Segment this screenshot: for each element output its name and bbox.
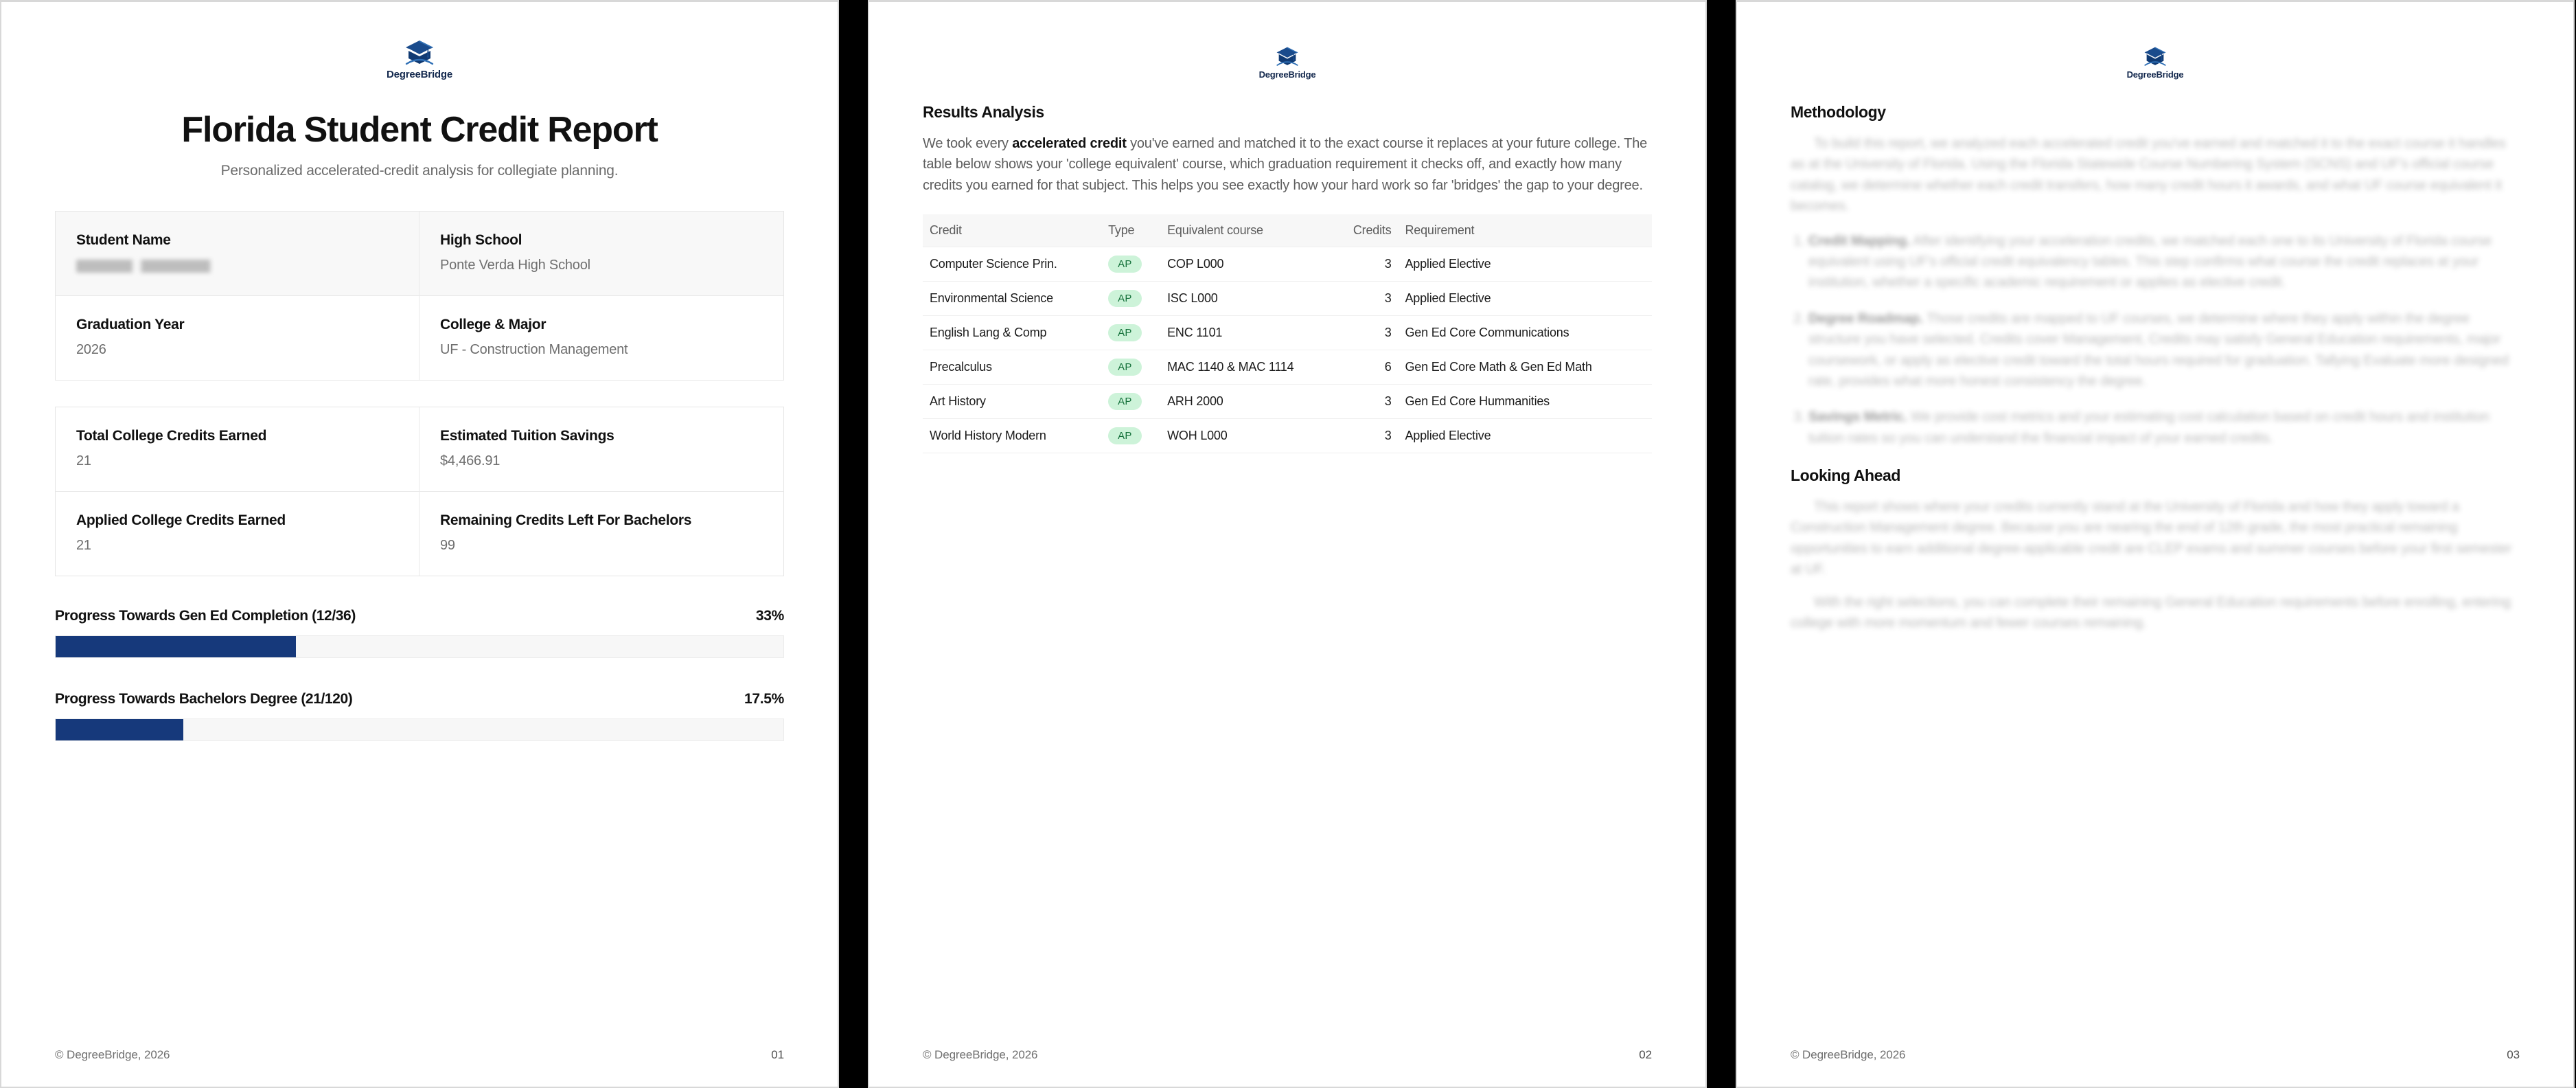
stat-cell-tuition-savings [419, 407, 783, 492]
intro-post: you've earned and matched it to the exact course it replaces at your future college. The table below shows your 'college equivalent' course, which graduation requirement it checks off, and exactly how many credits you earned for that subject. This helps you see exactly how your hard work so far 'bridges' the gap to your degree. [923, 136, 1648, 193]
methodology-list-item [1808, 407, 2520, 449]
intro-bold-term: accelerated credit [1012, 136, 1127, 151]
cell-course: ARH 2000 [1160, 385, 1337, 419]
cell-credit: World History Modern [923, 419, 1101, 453]
methodology-list [1791, 231, 2520, 449]
cell-type [1101, 247, 1160, 282]
report-page-2 [868, 0, 1707, 1088]
type-badge: AP [1108, 427, 1141, 444]
redacted-student-name [76, 260, 220, 273]
progress-label: Progress Towards Gen Ed Completion (12/36) [55, 608, 356, 624]
footer-copyright: © DegreeBridge, 2026 [923, 1048, 1038, 1061]
table-row [923, 350, 1652, 385]
cell-credit: English Lang & Comp [923, 316, 1101, 350]
brand-logo [923, 19, 1652, 80]
info-label: Graduation Year [76, 317, 185, 333]
col-header-credit: Credit [923, 214, 1101, 247]
table-header-row [923, 214, 1652, 247]
brand-name: DegreeBridge [387, 69, 452, 80]
progress-row-bachelors [55, 691, 784, 741]
methodology-item-title: Savings Metric. [1808, 409, 1907, 425]
info-label: High School [440, 232, 522, 249]
progress-track [55, 635, 784, 658]
stat-cell-remaining-credits [419, 492, 783, 576]
cell-type [1101, 316, 1160, 350]
footer-copyright: © DegreeBridge, 2026 [55, 1048, 170, 1061]
stats-block [55, 407, 784, 576]
credits-table [923, 214, 1652, 453]
progress-label: Progress Towards Bachelors Degree (21/120) [55, 691, 353, 707]
cell-course: WOH L000 [1160, 419, 1337, 453]
credits-table-head [923, 214, 1652, 247]
stat-label: Estimated Tuition Savings [440, 428, 614, 444]
graduation-cap-bridge-logo [404, 39, 435, 67]
cell-credits: 3 [1338, 282, 1399, 316]
page-subtitle: Personalized accelerated-credit analysis for collegiate planning. [220, 163, 619, 179]
looking-ahead-paragraph-2: With the right selections, you can complete their remaining General Education requirements before enrolling, entering college with more momentum and fewer courses remaining. [1791, 594, 2511, 631]
stat-value: 99 [440, 538, 455, 554]
cell-requirement: Applied Elective [1399, 247, 1653, 282]
stats-grid [55, 407, 784, 576]
cell-type [1101, 385, 1160, 419]
stat-value: $4,466.91 [440, 453, 501, 469]
looking-ahead-body-redacted [1791, 497, 2520, 633]
intro-pre: We took every [923, 136, 1013, 151]
report-page-3 [1736, 0, 2575, 1088]
stat-label: Applied College Credits Earned [76, 512, 286, 529]
cell-requirement: Gen Ed Core Math & Gen Ed Math [1399, 350, 1653, 385]
cell-credits: 3 [1338, 247, 1399, 282]
student-info-grid [55, 211, 784, 381]
cell-credits: 3 [1338, 385, 1399, 419]
cell-course: ENC 1101 [1160, 316, 1337, 350]
methodology-item-title: Degree Roadmap. [1808, 310, 1924, 326]
methodology-intro: To build this report, we analyzed each accelerated credit you've earned and matched it to the exact course it handles as at the University of Florida. Using the Florida Statewide Course Numbering System (SCNS) and UF's official course catalog, we determine whether each credit transfers, how many credit hours it awards, and what UF course equivalent it becomes. [1791, 136, 2506, 214]
methodology-list-item [1808, 308, 2520, 392]
progress-percent: 33% [755, 608, 784, 624]
progress-row-gen-ed [55, 608, 784, 658]
info-value: UF - Construction Management [440, 342, 628, 358]
cell-credits: 6 [1338, 350, 1399, 385]
methodology-list-item [1808, 231, 2520, 293]
page-gap [1707, 0, 1736, 1088]
cell-credit: Environmental Science [923, 282, 1101, 316]
col-header-type: Type [1101, 214, 1160, 247]
info-cell-high-school [419, 212, 783, 296]
cell-credit: Precalculus [923, 350, 1101, 385]
cell-requirement: Gen Ed Core Communications [1399, 316, 1653, 350]
cell-course: ISC L000 [1160, 282, 1337, 316]
page-footer [923, 1048, 1652, 1062]
progress-block [55, 608, 784, 741]
footer-page-number: 02 [1639, 1048, 1652, 1061]
stat-value: 21 [76, 453, 91, 469]
methodology-item-text: We provide cost metrics and your estimating cost calculation based on credit hours and institution tuition rates so you can understand the financial impact of your earned credits. [1808, 409, 2489, 446]
methodology-item-text: Those credits are mapped to UF courses, we determine where they apply within the degree structure you have selected. Credits cover Management, Credits may satisfy General Education requirements, major coursework, or apply as elective credit toward the total hours required for graduation. Tallying Evaluate more designed rate, provides what more honest consistency the degree. [1808, 310, 2509, 389]
report-page-1 [0, 0, 839, 1088]
type-badge: AP [1108, 290, 1141, 307]
info-cell-graduation-year [56, 296, 419, 380]
brand-logo [55, 19, 784, 80]
looking-ahead-paragraph-1: This report shows where your credits currently stand at the University of Florida and how they apply toward a Construction Management degree. Because you are nearing the end of 12th grade, the most practical remaining opportunities to earn additional degree-applicable credit are CLEP exams and summer courses before your first semester at UF. [1791, 499, 2511, 578]
stat-cell-total-credits [56, 407, 419, 492]
stat-label: Remaining Credits Left For Bachelors [440, 512, 692, 529]
info-value: 2026 [76, 342, 106, 358]
methodology-body-redacted [1791, 133, 2520, 449]
brand-logo [1791, 19, 2520, 80]
page-footer [55, 1048, 784, 1062]
info-cell-college-major [419, 296, 783, 380]
page-gap [839, 0, 868, 1088]
col-header-credits: Credits [1338, 214, 1399, 247]
table-row [923, 282, 1652, 316]
graduation-cap-bridge-logo [1276, 46, 1299, 67]
looking-ahead-heading: Looking Ahead [1791, 466, 1901, 485]
methodology-item-title: Credit Mapping. [1808, 233, 1911, 249]
methodology-item-text: After identifying your acceleration credits, we matched each one to its University of Florida course equivalent using UF's official credit equivalency tables. This step confirms what course the credit replaces at your institution, whether a specific academic requirement or applies as elective credit. [1808, 233, 2492, 291]
footer-page-number: 03 [2507, 1048, 2520, 1061]
credits-table-body [923, 247, 1652, 453]
progress-percent: 17.5% [744, 691, 784, 707]
type-badge: AP [1108, 324, 1141, 341]
page-title: Florida Student Credit Report [181, 110, 658, 150]
results-analysis-paragraph [923, 133, 1652, 196]
footer-page-number: 01 [771, 1048, 784, 1061]
student-info-block [55, 211, 784, 381]
cell-requirement: Applied Elective [1399, 419, 1653, 453]
info-label: Student Name [76, 232, 171, 249]
methodology-heading: Methodology [1791, 103, 1886, 121]
cell-credit: Computer Science Prin. [923, 247, 1101, 282]
cell-credits: 3 [1338, 419, 1399, 453]
progress-fill [56, 719, 183, 740]
cell-course: MAC 1140 & MAC 1114 [1160, 350, 1337, 385]
type-badge: AP [1108, 393, 1141, 410]
cell-requirement: Gen Ed Core Hummanities [1399, 385, 1653, 419]
footer-copyright: © DegreeBridge, 2026 [1791, 1048, 1906, 1061]
table-row [923, 316, 1652, 350]
cell-credits: 3 [1338, 316, 1399, 350]
progress-track [55, 718, 784, 741]
info-label: College & Major [440, 317, 547, 333]
results-analysis-heading: Results Analysis [923, 103, 1044, 121]
type-badge: AP [1108, 256, 1141, 273]
progress-header [55, 608, 784, 624]
table-row [923, 419, 1652, 453]
info-cell-student-name [56, 212, 419, 296]
cell-credit: Art History [923, 385, 1101, 419]
cell-type [1101, 350, 1160, 385]
brand-name: DegreeBridge [1258, 69, 1316, 80]
progress-fill [56, 636, 296, 657]
stat-label: Total College Credits Earned [76, 428, 267, 444]
stat-cell-applied-credits [56, 492, 419, 576]
progress-header [55, 691, 784, 707]
col-header-course: Equivalent course [1160, 214, 1337, 247]
col-header-requirement: Requirement [1399, 214, 1653, 247]
type-badge: AP [1108, 359, 1141, 376]
cell-requirement: Applied Elective [1399, 282, 1653, 316]
table-row [923, 385, 1652, 419]
info-value: Ponte Verda High School [440, 258, 590, 273]
cell-course: COP L000 [1160, 247, 1337, 282]
table-row [923, 247, 1652, 282]
stat-value: 21 [76, 538, 91, 554]
page-footer [1791, 1048, 2520, 1062]
cell-type [1101, 282, 1160, 316]
cell-type [1101, 419, 1160, 453]
brand-name: DegreeBridge [2126, 69, 2184, 80]
graduation-cap-bridge-logo [2143, 46, 2167, 67]
